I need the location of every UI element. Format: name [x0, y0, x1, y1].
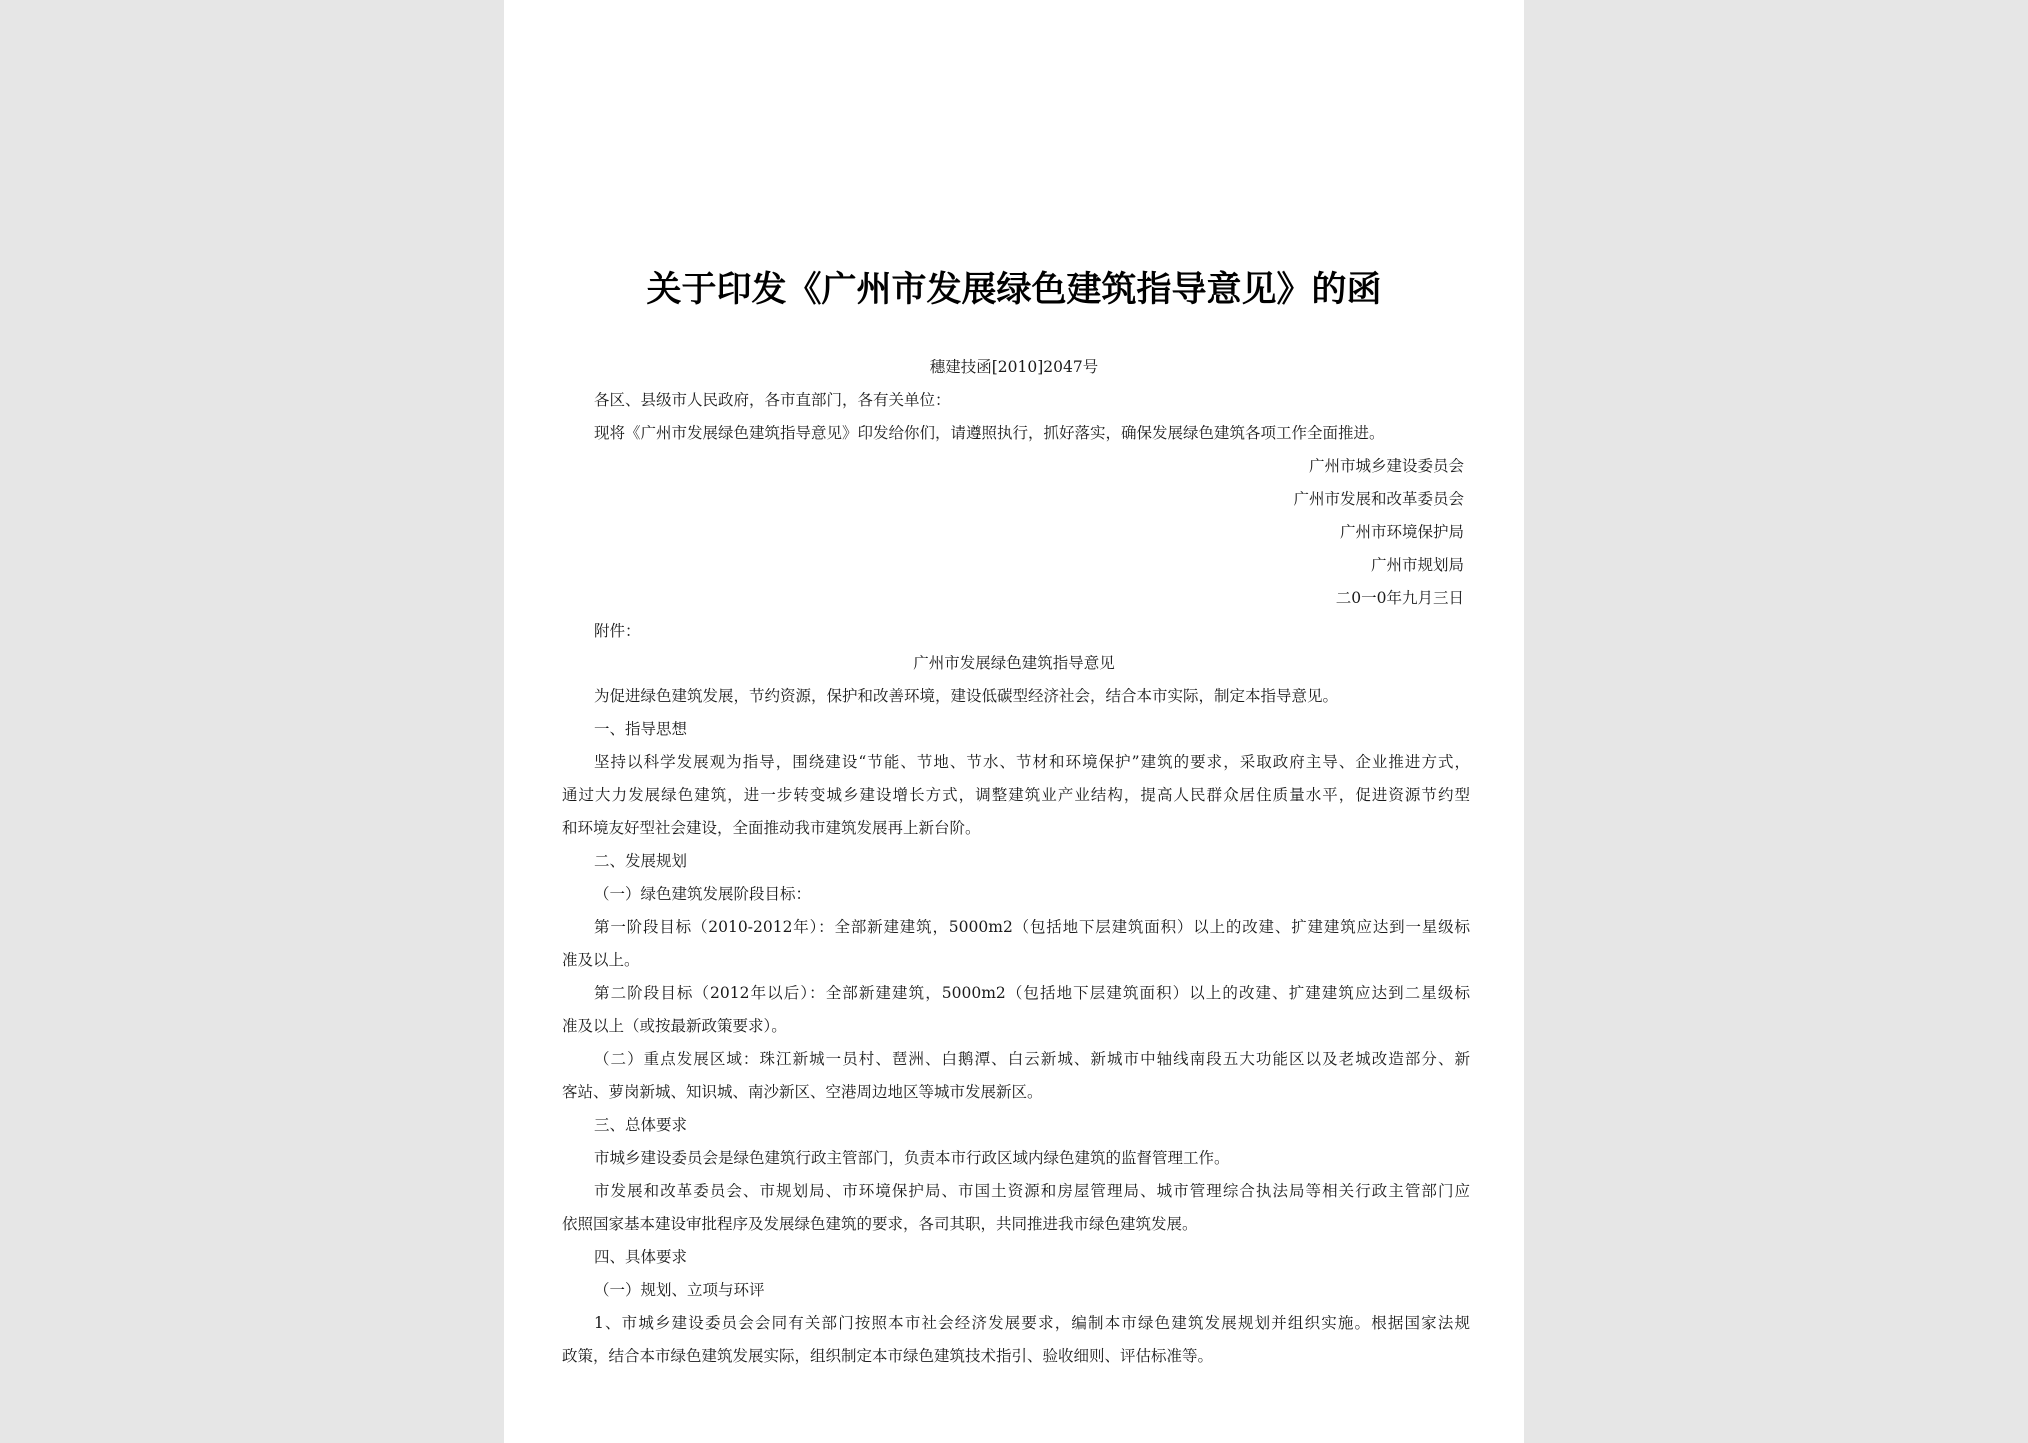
- signatory-2: 广州市发展和改革委员会: [1293, 490, 1464, 508]
- section-heading-4: 四、具体要求: [594, 1248, 688, 1266]
- issue-date: 二0一0年九月三日: [1335, 589, 1464, 607]
- purpose-paragraph: 为促进绿色建筑发展，节约资源，保护和改善环境，建设低碳型经济社会，结合本市实际，制定本指导意见。: [594, 687, 1339, 705]
- attachment-label: 附件：: [594, 622, 641, 640]
- paragraph-line: 市发展和改革委员会、市规划局、市环境保护局、市国土资源和房屋管理局、城市管理综合执法局等相关行政主管部门应: [594, 1182, 1470, 1200]
- paragraph-line: 坚持以科学发展观为指导，围绕建设“节能、节地、节水、节材和环境保护”建筑的要求，采取政府主导、企业推进方式，: [594, 753, 1470, 771]
- paragraph-line: （二）重点发展区域：珠江新城一员村、琶洲、白鹅潭、白云新城、新城市中轴线南段五大功能区以及老城改造部分、新: [594, 1050, 1470, 1068]
- subsection-heading: （一）规划、立项与环评: [594, 1281, 765, 1299]
- intro-paragraph: 现将《广州市发展绿色建筑指导意见》印发给你们，请遵照执行，抓好落实，确保发展绿色建筑各项工作全面推进。: [594, 424, 1385, 442]
- signatory-3: 广州市环境保护局: [1339, 523, 1464, 541]
- subsection-heading: （一）绿色建筑发展阶段目标：: [594, 885, 812, 903]
- paragraph-line: 客站、萝岗新城、知识城、南沙新区、空港周边地区等城市发展新区。: [562, 1083, 1043, 1101]
- paragraph-line: 市城乡建设委员会是绿色建筑行政主管部门，负责本市行政区域内绿色建筑的监督管理工作。: [594, 1149, 1230, 1167]
- addressee: 各区、县级市人民政府，各市直部门，各有关单位：: [594, 391, 951, 409]
- section-heading-3: 三、总体要求: [594, 1116, 688, 1134]
- paragraph-line: 依照国家基本建设审批程序及发展绿色建筑的要求，各司其职，共同推进我市绿色建筑发展。: [562, 1215, 1198, 1233]
- paragraph-line: 第一阶段目标（2010-2012年）：全部新建建筑，5000m2（包括地下层建筑面积）以上的改建、扩建建筑应达到一星级标: [594, 918, 1470, 936]
- document-number: 穗建技函[2010]2047号: [929, 358, 1099, 376]
- paragraph-line: 第二阶段目标（2012年以后）：全部新建建筑，5000m2（包括地下层建筑面积）以上的改建、扩建建筑应达到二星级标: [594, 984, 1470, 1002]
- paragraph-line: 通过大力发展绿色建筑，进一步转变城乡建设增长方式，调整建筑业产业结构，提高人民群众居住质量水平，促进资源节约型: [562, 786, 1470, 804]
- section-heading-1: 一、指导思想: [594, 720, 688, 738]
- signatory-1: 广州市城乡建设委员会: [1308, 457, 1464, 475]
- paragraph-line: 1、市城乡建设委员会会同有关部门按照本市社会经济发展要求，编制本市绿色建筑发展规划并组织实施。根据国家法规: [594, 1314, 1470, 1332]
- paragraph-line: 准及以上（或按最新政策要求）。: [562, 1017, 787, 1035]
- paragraph-line: 和环境友好型社会建设，全面推动我市建筑发展再上新台阶。: [562, 819, 981, 837]
- document-title: 关于印发《广州市发展绿色建筑指导意见》的函: [646, 270, 1382, 310]
- paragraph-line: 准及以上。: [562, 951, 640, 969]
- document-page: [504, 0, 1524, 1443]
- section-heading-2: 二、发展规划: [594, 852, 688, 870]
- attachment-title: 广州市发展绿色建筑指导意见: [913, 654, 1115, 672]
- signatory-4: 广州市规划局: [1370, 556, 1464, 574]
- paragraph-line: 政策，结合本市绿色建筑发展实际，组织制定本市绿色建筑技术指引、验收细则、评估标准等。: [562, 1347, 1214, 1365]
